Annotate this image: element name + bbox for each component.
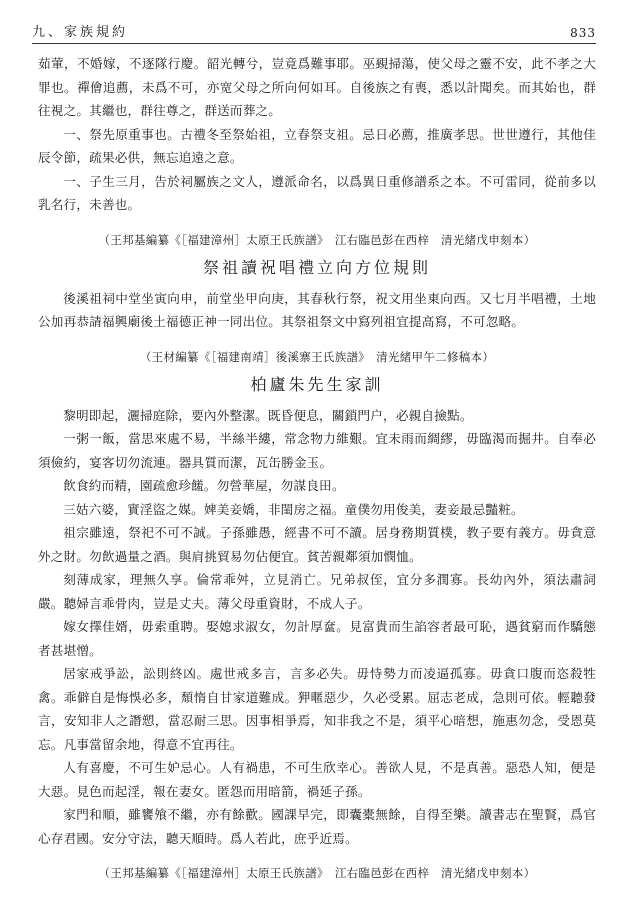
paragraph: 飲食約而精，園疏愈珍饈。勿營華屋，勿謀良田。 [63,478,345,493]
source-citation: （王邦基編纂《［福建漳州］太原王氏族譜》 江右臨邑彭在西梓 清光緒戊申刻本） [98,232,536,247]
paragraph: 嫁女擇佳婿，毋索重聘。娶媳求淑女，勿計厚奩。見富貴而生諂容者最可恥，遇貧窮而作驕態者甚堪憎。 [38,619,596,658]
chapter-title: 九、家族規約 [32,25,129,40]
paragraph: 三姑六婆，實淫盜之媒。婢美妾嬌，非閨房之福。童僕勿用俊美，妻妾最忌豔粧。 [63,501,524,517]
paragraph: 一、子生三月，告於祠屬族之文人，遵派命名，以爲異日重修譜系之本。不可雷同，從前多以乳名行，未善也。 [38,173,596,212]
paragraph: 刻薄成家，理無久享。倫常乖舛，立見消亡。兄弟叔侄，宜分多潤寡。長幼內外，須法肅詞嚴。聽婦言乖骨肉，豈是丈夫。薄父母重資財，不成人子。 [38,572,596,611]
paragraph: 人有喜慶，不可生妒忌心。人有禍患，不可生欣幸心。善欲人見，不是真善。惡恐人知，便是大惡。見色而起淫，報在妻女。匿怨而用暗箭，禍延子孫。 [38,760,596,799]
page-number: 833 [570,26,596,40]
paragraph: 後溪祖祠中堂坐寅向申，前堂坐甲向庚，其春秋行祭，祝文用坐東向西。又七月半唱禮，土地公加再恭請福興廟後土福德正神一同出位。其祭祖祭文中寫列祖宜提高寫，不可忽略。 [38,290,596,329]
section-title: 祭祖讀祝唱禮立向方位規則 [202,257,431,277]
paragraph: 黎明即起，灑掃庭除，要內外整潔。既昏便息，關鎖門户，必親自撿點。 [63,407,473,423]
paragraph: 家門和順，雖饔飧不繼，亦有餘歡。國課早完，即囊橐無餘，自得至樂。讀書志在聖賢，爲官心存君國。安分守法，聽天順時。爲人若此，庶乎近焉。 [38,807,596,846]
section-title: 柏廬朱先生家訓 [250,374,384,394]
source-citation: （王材編纂《［福建南靖］後溪寨王氏族譜》 清光緒甲午二修稿本） [139,349,495,364]
page-body [38,52,596,890]
paragraph: 居家戒爭訟，訟則終凶。處世戒多言，言多必失。毋恃勢力而凌逼孤寡。毋貪口腹而恣殺牲禽。乖僻自是悔悞必多，頹惰自甘家道難成。狎暱惡少，久必受累。屈志老成，急則可依。輕聽發言，安知非人之譖愬，當忍耐三思。因事相爭焉，知非我之不是，須平心暗想，施惠勿念，受恩莫忘。凡事當留余地，得意不宜再往。 [38,666,596,752]
paragraph: 一、祭先原重事也。古禮冬至祭始祖，立春祭支祖。忌日必薦，推廣孝思。世世遵行，其他佳辰令節，疏果必供，無忘追遠之意。 [38,126,596,165]
page-header [32,18,596,44]
paragraph: 茹葷，不婚嫁，不逐隊行慶。韶光轉兮，豈竟爲難事耶。巫覡掃蕩，使父母之靈不安，此不孝之大罪也。禪儈追薦，未爲不可，亦宽父母之所向何如耳。自後族之有喪，悉以計聞矣。而其始也，群往視之。其繼也，群往尊之，群送而葬之。 [38,56,596,118]
paragraph: 祖宗雖遠，祭祀不可不誠。子孫雖愚，經書不可不讀。居身務期質樸，教子要有義方。毋貪意外之財。勿飲過量之酒。與肩挑貿易勿佔便宜。貧苦親鄰須加憫恤。 [38,525,596,564]
paragraph: 一粥一飯，當思來處不易，半絲半縷，常念物力維艱。宜未雨而綢繆，毋臨渴而掘井。自奉必須儉約，宴客切勿流連。器具質而潔，瓦缶勝金玉。 [38,431,596,470]
source-citation: （王邦基編纂《［福建漳州］太原王氏族譜》 江右臨邑彭在西梓 清光緒戊申刻本） [98,866,536,880]
